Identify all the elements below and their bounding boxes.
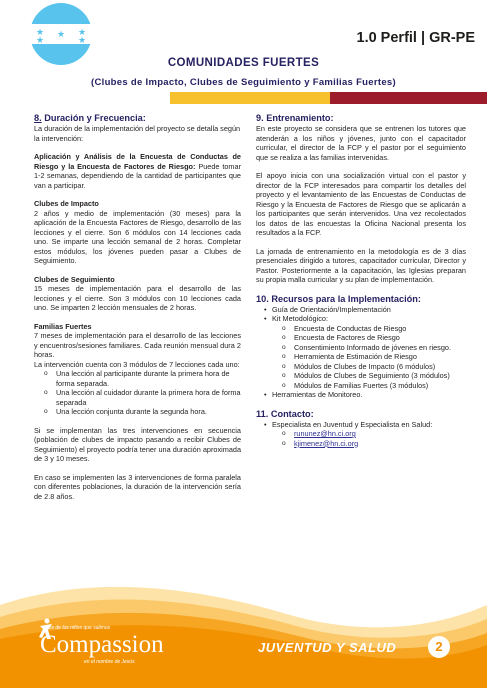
section-11-heading: 11. Contacto: — [256, 408, 314, 419]
list-item: o Módulos de Clubes de Seguimiento (3 módulos) — [282, 371, 466, 381]
list-item — [282, 429, 466, 439]
email-list — [272, 429, 466, 448]
star-icon: ★ — [78, 35, 87, 45]
section-8-heading: 8. Duración y Frecuencia: — [34, 113, 146, 123]
page-title: COMUNIDADES FUERTES — [167, 57, 320, 69]
list-item: o Herramienta de Estimación de Riesgo — [282, 352, 466, 362]
impacto-heading: Clubes de Impacto — [34, 199, 99, 208]
email-link[interactable]: rununez@hn.ci.org — [294, 429, 356, 438]
star-icon: ★ — [36, 27, 45, 37]
accent-bar — [0, 92, 487, 104]
list-item: • Guía de Orientación/Implementación — [266, 305, 466, 315]
logo-tagline: Dios de los niños que salimos — [44, 625, 111, 631]
resources-list — [256, 305, 466, 400]
list-item: o Módulos de Clubes de Impacto (6 módulos) — [282, 362, 466, 372]
left-column — [34, 113, 241, 501]
familias-list — [34, 369, 241, 417]
profile-code: 1.0 Perfil | GR-PE — [356, 30, 475, 46]
star-icon: ★ — [78, 27, 87, 37]
right-column — [256, 113, 466, 448]
list-item: • Especialista en Juventud y Especialista en Salud: o rununez@hn.ci.org o kjimenez@hn.ci.org — [266, 420, 466, 449]
list-item: o Encuesta de Factores de Riesgo — [282, 333, 466, 343]
seguimiento-heading: Clubes de Seguimiento — [34, 274, 115, 284]
section-10-heading: 10. Recursos para la Implementación: — [256, 293, 421, 304]
list-item: o Módulos de Familias Fuertes (3 módulos) — [282, 381, 466, 391]
section-9-paragraph-2: El apoyo inicia con una socialización virtual con el pastor y director de la FCP interesados para compartir los detalles del proyecto y el levantamiento de las Encuestas de Conductas de Riesgo y la Encuesta de Factores de Riesgo que se aplicarán a los participantes que serán intervenidos. Una vez recolectados los datos de las encuestas la Oficina Nacional presenta los resultados a la FCP. — [256, 171, 466, 237]
footer-title: JUVENTUD Y SALUD — [258, 640, 397, 655]
star-icon: ★ — [57, 29, 66, 39]
honduras-flag-logo — [30, 3, 92, 65]
list-item: • Kit Metodológico: o Encuesta de Conductas de Riesgo o Encuesta de Factores de Riesgo o Consentimiento Informado de jóvenes en riesgo. o Herramienta de Estimación de Riesgo o Módulos de Clubes de Impacto (6 módulos) o Módulos de Clubes de Seguimiento (3 módulos) o Módulos de Familias Fuertes (3 módulos) — [266, 314, 466, 390]
list-item: o Una lección conjunta durante la segunda hora. — [44, 407, 241, 417]
compassion-logo: Compassion — [40, 631, 164, 658]
kit-list — [272, 324, 466, 391]
list-item — [282, 439, 466, 449]
parallel-paragraph: En caso se implementen las 3 intervenciones de forma paralela con diferentes poblaciones, la duración de la intervención sería de 2.8 años. — [34, 472, 241, 501]
star-icon: ★ — [36, 35, 45, 45]
familias-paragraph: 7 meses de implementación para el desarrollo de las lecciones y encuentros/sesiones familiares. Cada reunión mensual dura 2 horas. — [34, 331, 241, 359]
impacto-paragraph: 2 años y medio de implementación (30 meses) para la aplicación de la Encuesta Factores de Riesgo, desarrollo de las lecciones y el cierre. Son 6 módulos con 14 lecciones cada uno. Se imparte una lección semanal de 2 horas. Completar estos módulos, los jóvenes pueden pasar a Clubes de Seguimiento. — [34, 208, 241, 265]
section-9-paragraph-1: En este proyecto se considera que se entrenen los tutores que atenderán a los niños y jóvenes, junto con el capacitador curricular, el director de la FCP y el pastor por el seguimiento que se realiza a las familias intervenidas. — [256, 124, 466, 162]
list-item: o Encuesta de Conductas de Riesgo — [282, 324, 466, 334]
email-link[interactable]: kjimenez@hn.ci.org — [294, 438, 359, 448]
section-9-paragraph-3: La jornada de entrenamiento en la metodología es de 3 días presenciales dirigido a tutores, capacitador curricular, Director y Pastor. Posteriormente a la capacitación, las Iglesias preparan su propia malla curricular y su plan de implementación. — [256, 246, 466, 284]
familias-paragraph-2: La intervención cuenta con 3 módulos de 7 lecciones cada uno: — [34, 359, 240, 369]
list-item: • Herramientas de Monitoreo. — [266, 390, 466, 400]
sequence-paragraph: Si se implementan las tres intervenciones en secuencia (población de clubes de impacto pasando a recibir Clubes de Seguimiento) el proyecto podría tener una duración aproximada de 3 y 10 meses. — [34, 425, 241, 463]
list-item: o Una lección al cuidador durante la primera hora de forma separada — [44, 388, 241, 407]
list-item: o Una lección al participante durante la primera hora de forma separada. — [44, 369, 241, 388]
section-8-intro: La duración de la implementación del proyecto se detalla según la intervención: — [34, 124, 241, 143]
list-item: o Consentimiento Informado de jóvenes en riesgo. — [282, 343, 466, 353]
aplicacion-paragraph: Aplicación y Análisis de la Encuesta de Conductas de Riesgo y la Encuesta de Factores de Riesgo: Puede tomar 1-2 semanas, dependiendo de la cantidad de participantes que van a participar. — [34, 152, 241, 190]
logo-subtagline: en el nombre de Jesús — [84, 659, 135, 665]
familias-heading: Familias Fuertes — [34, 321, 92, 331]
contact-list — [256, 420, 466, 449]
seguimiento-paragraph: 15 meses de implementación para el desarrollo de las lecciones y el cierre. Son 3 módulos con 10 lecciones cada uno. Se imparten 2 lección mensuales de 2 horas. — [34, 284, 241, 312]
section-9-heading: 9. Entrenamiento: — [256, 113, 334, 123]
page-number: 2 — [428, 636, 450, 658]
page-subtitle: (Clubes de Impacto, Clubes de Seguimiento y Familias Fuertes) — [91, 77, 396, 88]
